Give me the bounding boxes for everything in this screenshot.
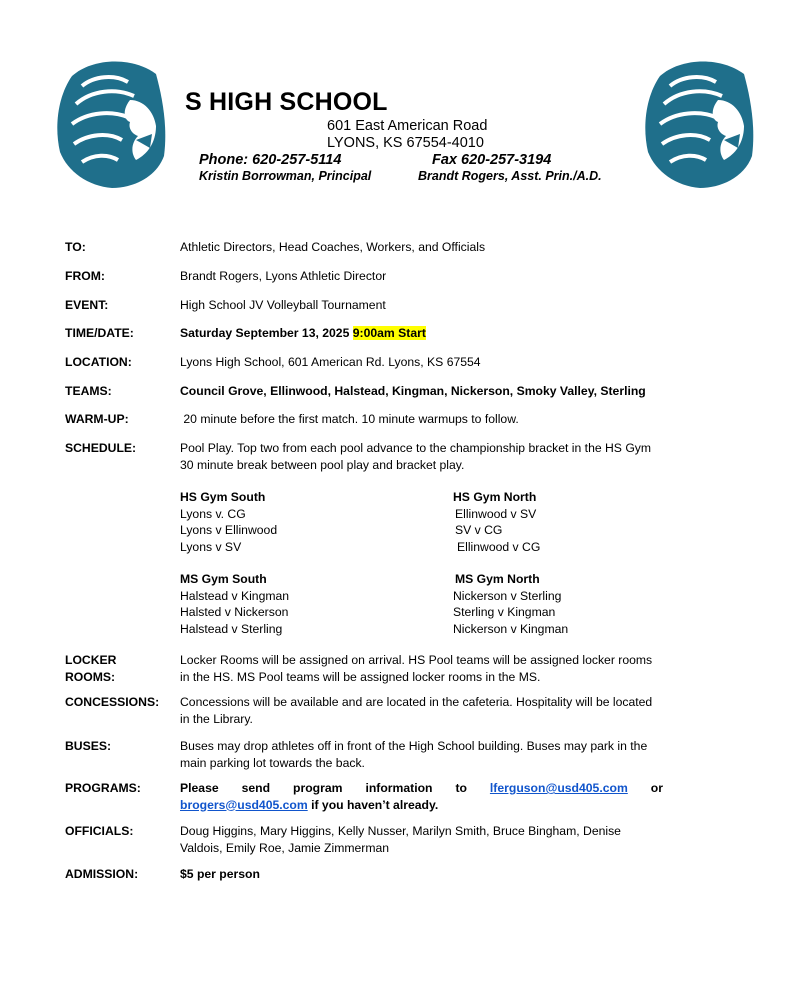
schedule-line-1: Pool Play. Top two from each pool advance to the championship bracket in the HS Gym xyxy=(180,441,652,455)
to-label: TO: xyxy=(65,240,86,254)
schedule-game: Sterling v Kingman xyxy=(453,605,556,619)
buses-label: BUSES: xyxy=(65,739,112,753)
to-value: Athletic Directors, Head Coaches, Workers, and Officials xyxy=(180,240,486,254)
programs-word: to xyxy=(455,781,467,795)
locker-line-2: in the HS. MS Pool teams will be assigned locker rooms in the MS. xyxy=(180,669,541,684)
ms-gym-south-title: MS Gym South xyxy=(180,572,267,586)
ms-gym-north-title: MS Gym North xyxy=(455,572,540,586)
hs-gym-south-title: HS Gym South xyxy=(180,490,266,504)
lion-logo-right xyxy=(640,56,758,190)
warmup-label: WARM-UP: xyxy=(65,412,129,426)
schedule-game: Ellinwood v CG xyxy=(457,539,541,554)
time-date-label: TIME/DATE: xyxy=(65,326,134,340)
principal-name: Kristin Borrowman, Principal xyxy=(199,169,372,183)
locker-label-line-2: ROOMS: xyxy=(65,669,116,684)
schedule-game: SV v CG xyxy=(455,523,503,537)
buses-value xyxy=(180,738,663,771)
fax-number: Fax 620-257-3194 xyxy=(432,152,552,168)
ms-gym-south xyxy=(180,571,289,637)
programs-value xyxy=(180,780,663,813)
concessions-label: CONCESSIONS: xyxy=(65,695,160,709)
concessions-line-2: in the Library. xyxy=(180,711,253,726)
locker-value xyxy=(180,652,663,685)
buses-line-1: Buses may drop athletes off in front of the High School building. Buses may park in the xyxy=(180,739,648,753)
officials-line-2: Valdois, Emily Roe, Jamie Zimmerman xyxy=(180,840,390,855)
schedule-game: Halstead v Kingman xyxy=(180,588,290,603)
address-line-1: 601 East American Road xyxy=(327,118,488,134)
hs-gym-north-title: HS Gym North xyxy=(453,490,537,504)
lion-logo-left xyxy=(52,56,170,190)
memo-locker-rooms xyxy=(65,652,665,686)
hs-gym-south xyxy=(180,489,277,555)
schedule-label: SCHEDULE: xyxy=(65,441,137,455)
warmup-value: 20 minute before the first match. 10 minute warmups to follow. xyxy=(180,412,519,426)
officials-line-1: Doug Higgins, Mary Higgins, Kelly Nusser, Marilyn Smith, Bruce Bingham, Denise xyxy=(180,824,621,838)
address-line-2: LYONS, KS 67554-4010 xyxy=(327,135,484,151)
schedule-game: Halstead v Sterling xyxy=(180,621,283,636)
email-link-lferguson[interactable]: lferguson@usd405.com xyxy=(489,781,628,795)
programs-word: Please xyxy=(180,781,219,795)
admission-label: ADMISSION: xyxy=(65,867,139,881)
concessions-line-1: Concessions will be available and are located in the cafeteria. Hospitality will be located xyxy=(180,695,653,709)
phone-number: Phone: 620-257-5114 xyxy=(199,152,342,168)
start-time-highlight: 9:00am Start xyxy=(352,326,426,340)
programs-line-2 xyxy=(180,797,663,814)
date-text: Saturday September 13, 2025 xyxy=(180,326,353,340)
from-value: Brandt Rogers, Lyons Athletic Director xyxy=(180,269,387,283)
programs-word: program xyxy=(293,781,343,795)
schedule-game: Ellinwood v SV xyxy=(455,506,537,521)
locker-label-line-1: LOCKER xyxy=(65,653,117,667)
time-date-value xyxy=(180,325,663,342)
location-label: LOCATION: xyxy=(65,355,132,369)
event-label: EVENT: xyxy=(65,298,109,312)
programs-tail: if you haven’t already. xyxy=(307,797,439,812)
programs-label: PROGRAMS: xyxy=(65,781,141,795)
location-value: Lyons High School, 601 American Rd. Lyons, KS 67554 xyxy=(180,355,481,369)
programs-word: information xyxy=(365,781,433,795)
teams-label: TEAMS: xyxy=(65,384,112,398)
programs-line-1 xyxy=(180,780,663,797)
locker-label xyxy=(65,652,175,685)
locker-line-1: Locker Rooms will be assigned on arrival. HS Pool teams will be assigned locker rooms xyxy=(180,653,653,667)
schedule-game: Lyons v. CG xyxy=(180,506,246,521)
programs-word: or xyxy=(650,781,663,795)
schedule-game: Halsted v Nickerson xyxy=(180,605,289,619)
schedule-game: Nickerson v Kingman xyxy=(453,621,569,636)
assistant-principal-name: Brandt Rogers, Asst. Prin./A.D. xyxy=(418,169,602,183)
schedule-game: Lyons v Ellinwood xyxy=(180,523,278,537)
buses-line-2: main parking lot towards the back. xyxy=(180,755,365,770)
schedule-line-2: 30 minute break between pool play and bracket play. xyxy=(180,457,465,472)
teams-value: Council Grove, Ellinwood, Halstead, Kingman, Nickerson, Smoky Valley, Sterling xyxy=(180,384,646,398)
schedule-game: Lyons v SV xyxy=(180,539,242,554)
officials-value xyxy=(180,823,663,856)
ms-gym-north xyxy=(453,571,568,637)
event-value: High School JV Volleyball Tournament xyxy=(180,298,386,312)
concessions-value xyxy=(180,694,663,727)
schedule-intro xyxy=(180,440,663,473)
from-label: FROM: xyxy=(65,269,105,283)
officials-label: OFFICIALS: xyxy=(65,824,134,838)
email-link-brogers[interactable]: brogers@usd405.com xyxy=(180,797,308,812)
admission-value: $5 per person xyxy=(180,867,260,881)
schedule-game: Nickerson v Sterling xyxy=(453,588,562,603)
hs-gym-north xyxy=(453,489,540,555)
school-name: S HIGH SCHOOL xyxy=(185,88,388,116)
programs-word: send xyxy=(241,781,271,795)
